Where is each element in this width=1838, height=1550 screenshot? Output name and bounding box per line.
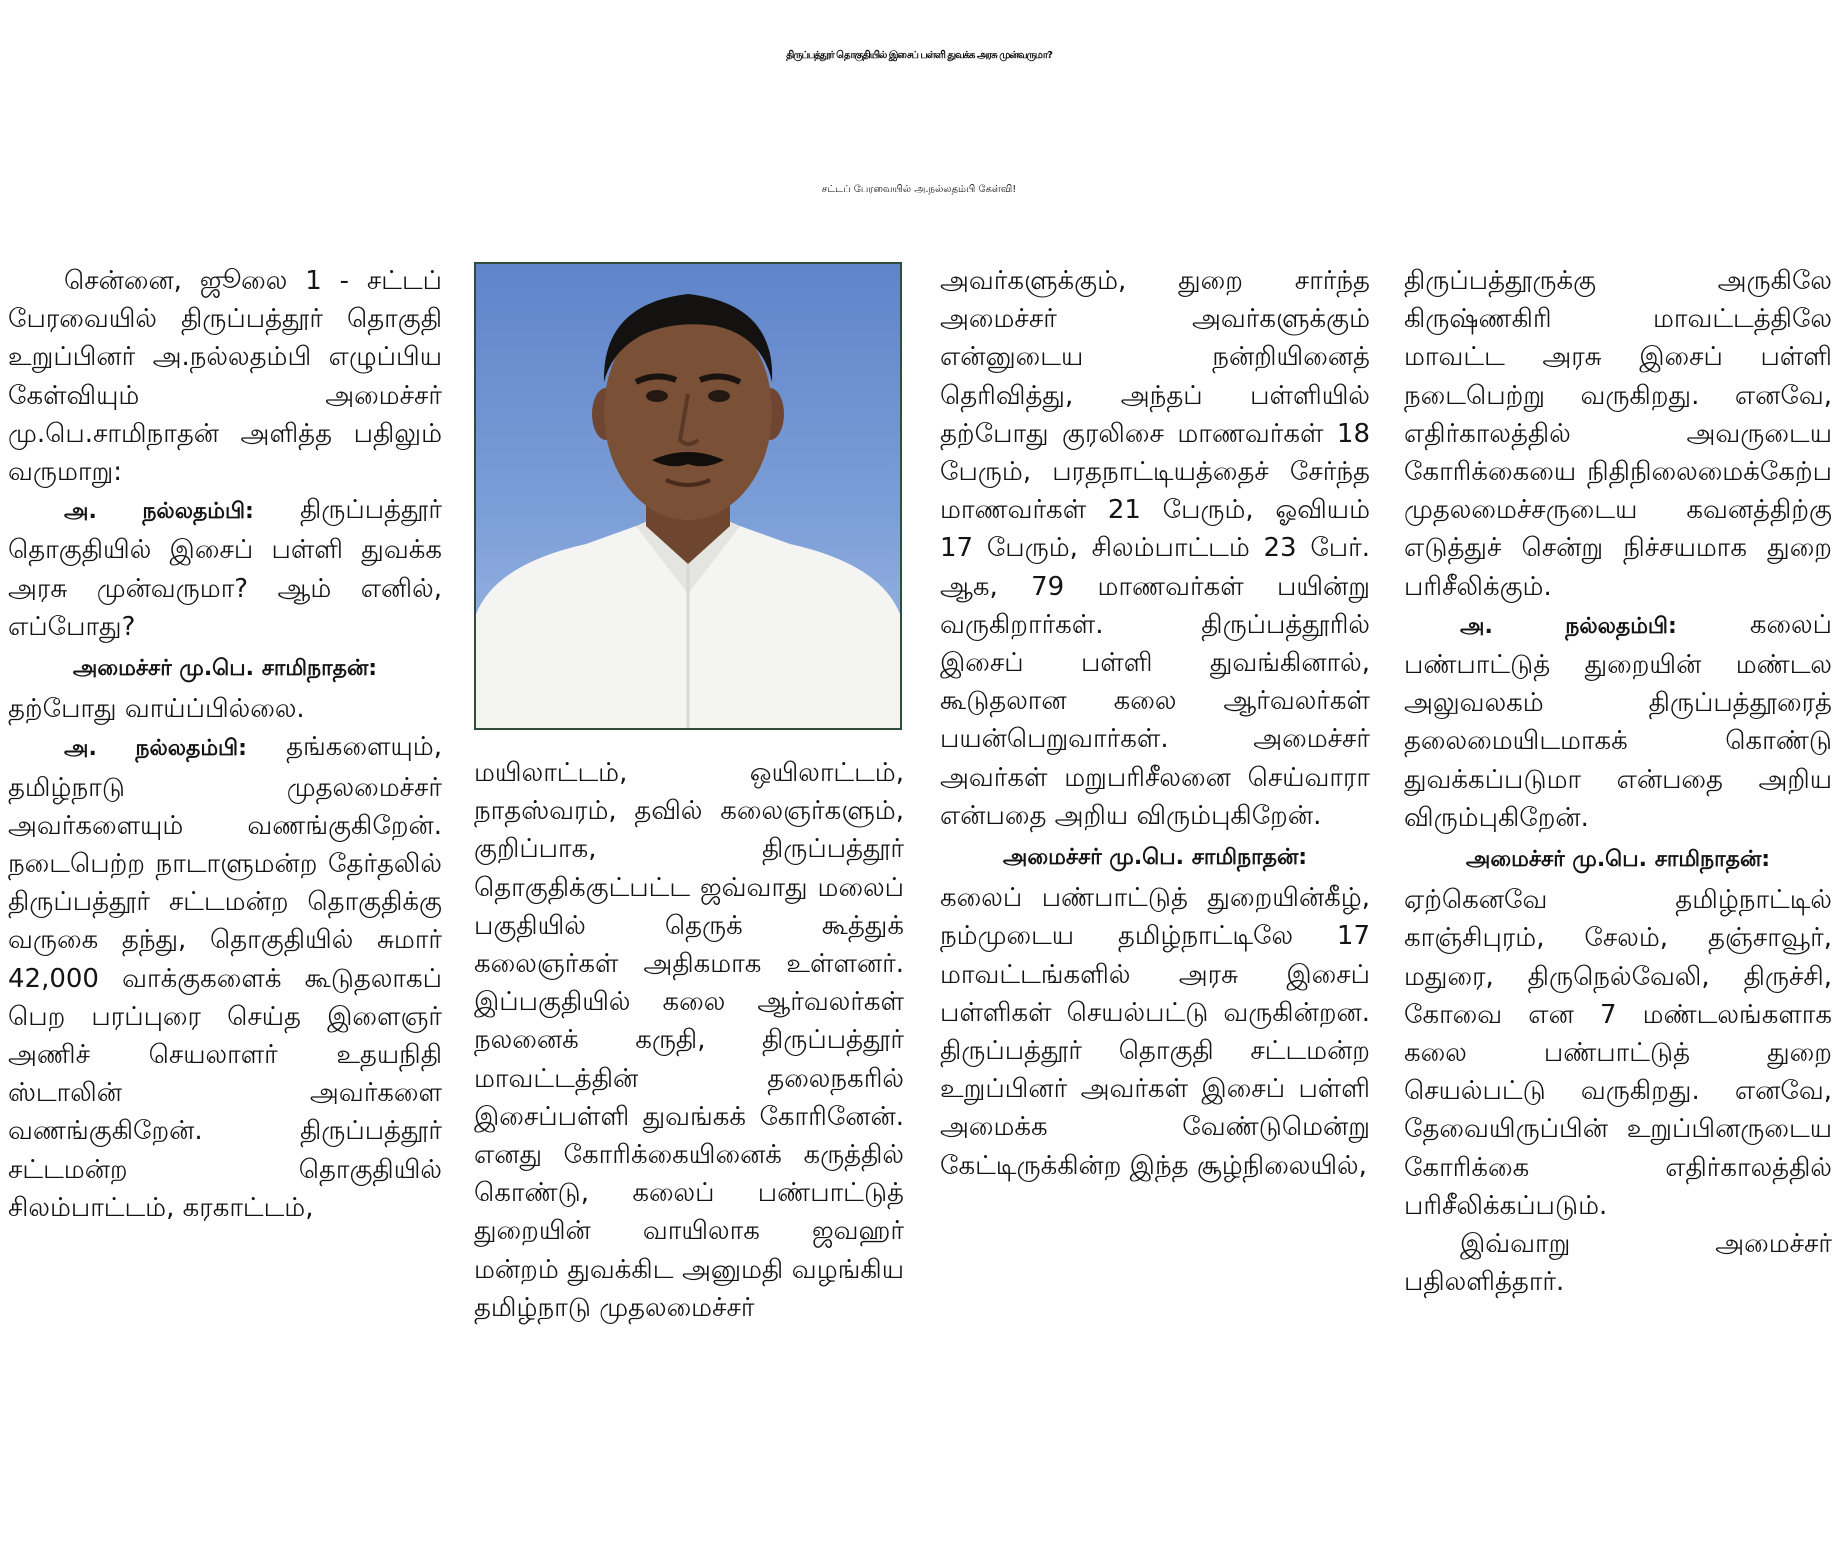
speaker-label: அமைச்சர் மு.பெ. சாமிநாதன்: <box>1465 847 1771 873</box>
question-paragraph <box>1404 606 1832 837</box>
paragraph-text: மயிலாட்டம், ஒயிலாட்டம், நாதஸ்வரம், தவில் கலைஞர்களும், குறிப்பாக, திருப்பத்தூர் தொகுதிக்குட்பட்ட ஜவ்வாது மலைப் பகுதியில் தெருக் கூத்துக் கலைஞர்கள் அதிகமாக உள்ளனர். இப்பகுதியில் கலை ஆர்வலர்கள் நலனைக் கருதி, திருப்பத்தூர் மாவட்டத்தின் தலைநகரில் இசைப்பள்ளி துவங்கக் கோரினேன். எனது கோரிக்கையினைக் கருத்தில் கொண்டு, கலைப் பண்பாட்டுத் துறையின் வாயிலாக ஜவஹர் மன்றம் துவக்கிட அனுமதி வழங்கிய தமிழ்நாடு முதலமைச்சர் <box>474 758 904 1323</box>
subheadline: சட்டப் பேரவையில் அ.நல்லதம்பி கேள்வி! <box>821 184 1017 195</box>
question-paragraph <box>8 728 442 1227</box>
article-column-4 <box>1404 262 1832 1301</box>
paragraph-text: கலைப் பண்பாட்டுத் துறையின் மண்டல அலுவலகம் திருப்பத்தூரைத் தலைமையிடமாகக் கொண்டு துவக்கப்படுமா என்பதை அறிய விரும்புகிறேன். <box>1404 609 1832 833</box>
speaker-label: அமைச்சர் மு.பெ. சாமிநாதன்: <box>72 656 378 682</box>
speaker-label: அ. நல்லதம்பி: <box>64 736 247 762</box>
article-column-3 <box>940 262 1370 1185</box>
question-paragraph <box>8 491 442 646</box>
dateline-paragraph: சென்னை, ஜூலை 1 - சட்டப் பேரவையில் திருப்பத்தூர் தொகுதி உறுப்பினர் அ.நல்லதம்பி எழுப்பிய கேள்வியும் அமைச்சர் மு.பெ.சாமிநாதன் அளித்த பதிலும் வருமாறு: <box>8 266 442 488</box>
portrait-photo-icon-svg <box>476 264 900 728</box>
portrait-photo-icon <box>474 262 902 730</box>
speaker-label: அ. நல்லதம்பி: <box>1460 613 1677 639</box>
answer-paragraph: ஏற்கெனவே தமிழ்நாட்டில் காஞ்சிபுரம், சேலம், தஞ்சாவூர், மதுரை, திருநெல்வேலி, திருச்சி, கோவை என 7 மண்டலங்களாக கலை பண்பாட்டுத் துறை செயல்பட்டு வருகிறது. எனவே, தேவையிருப்பின் உறுப்பினருடைய கோரிக்கை எதிர்காலத்தில் பரிசீலிக்கப்படும். <box>1404 885 1832 1221</box>
speaker-label: அ. நல்லதம்பி: <box>64 499 254 525</box>
paragraph-text: திருப்பத்தூர் தொகுதியில் இசைப் பள்ளி துவக்க அரசு முன்வருமா? ஆம் எனில், எப்போது? <box>8 495 442 642</box>
answer-paragraph: தற்போது வாய்ப்பில்லை. <box>8 694 305 725</box>
headline: திருப்பத்தூர் தொகுதியில் இசைப் பள்ளி துவக்க அரசு முன்வருமா? <box>786 50 1052 61</box>
speaker-label: அமைச்சர் மு.பெ. சாமிநாதன்: <box>1002 845 1308 871</box>
answer-paragraph: திருப்பத்தூருக்கு அருகிலே கிருஷ்ணகிரி மாவட்டத்திலே மாவட்ட அரசு இசைப் பள்ளி நடைபெற்று வருகிறது. எனவே, எதிர்காலத்தில் அவருடைய கோரிக்கையை நிதிநிலைமைக்கேற்ப முதலமைச்சருடைய கவனத்திற்கு எடுத்துச் சென்று நிச்சயமாக துறை பரிசீலிக்கும். <box>1404 266 1832 602</box>
article-column-1 <box>8 262 442 1227</box>
answer-paragraph: கலைப் பண்பாட்டுத் துறையின்கீழ், நம்முடைய தமிழ்நாட்டிலே 17 மாவட்டங்களில் அரசு இசைப் பள்ளிகள் செயல்பட்டு வருகின்றன. திருப்பத்தூர் தொகுதி சட்டமன்ற உறுப்பினர் அவர்கள் இசைப் பள்ளி அமைக்க வேண்டுமென்று கேட்டிருக்கின்ற இந்த சூழ்நிலையில், <box>940 883 1370 1181</box>
article-column-2 <box>474 754 904 1327</box>
paragraph-text: தங்களையும், தமிழ்நாடு முதலமைச்சர் அவர்களையும் வணங்குகிறேன். நடைபெற்ற நாடாளுமன்ற தேர்தலில் திருப்பத்தூர் சட்டமன்ற தொகுதிக்கு வருகை தந்து, தொகுதியில் சுமார் 42,000 வாக்குகளைக் கூடுதலாகப் பெற பரப்புரை செய்த இளைஞர் அணிச் செயலாளர் உதயநிதி ஸ்டாலின் அவர்களை வணங்குகிறேன். திருப்பத்தூர் சட்டமன்ற தொகுதியில் சிலம்பாட்டம், கரகாட்டம், <box>8 732 442 1223</box>
paragraph-text: அவர்களுக்கும், துறை சார்ந்த அமைச்சர் அவர்களுக்கும் என்னுடைய நன்றியினைத் தெரிவித்து, அந்தப் பள்ளியில் தற்போது குரலிசை மாணவர்கள் 18 பேரும், பரதநாட்டியத்தைச் சேர்ந்த மாணவர்கள் 21 பேரும், ஓவியம் 17 பேரும், சிலம்பாட்டம் 23 பேர். ஆக, 79 மாணவர்கள் பயின்று வருகிறார்கள். திருப்பத்தூரில் இசைப் பள்ளி துவங்கினால், கூடுதலான கலை ஆர்வலர்கள் பயன்பெறுவார்கள். அமைச்சர் அவர்கள் மறுபரிசீலனை செய்வாரா என்பதை அறிய விரும்புகிறேன். <box>940 266 1370 831</box>
closing-paragraph: இவ்வாறு அமைச்சர் பதிலளித்தார். <box>1404 1229 1832 1298</box>
